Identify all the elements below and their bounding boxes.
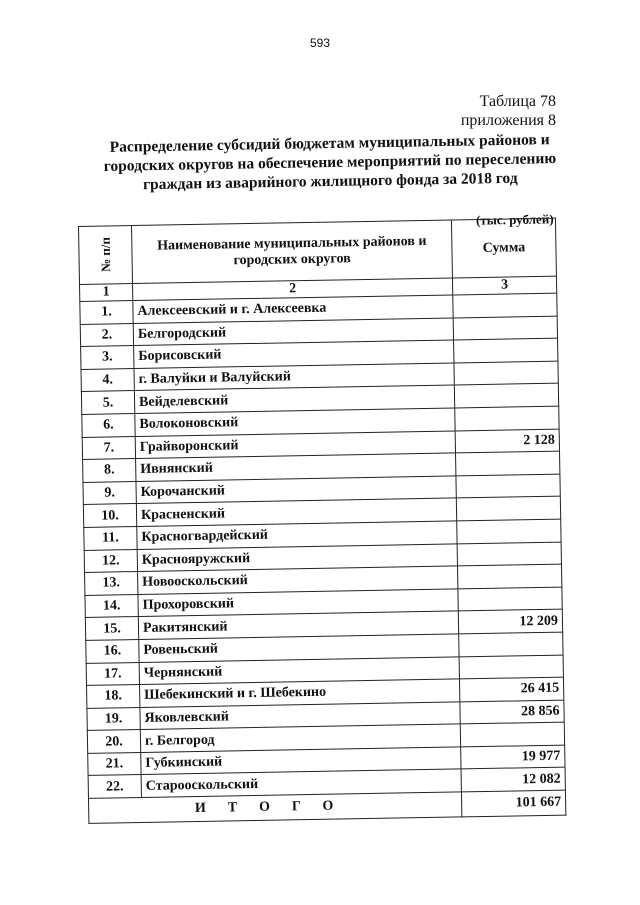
row-sum (453, 316, 557, 340)
row-number: 2. (80, 323, 133, 347)
row-number: 9. (83, 481, 136, 505)
row-sum (454, 338, 558, 362)
row-number: 10. (83, 504, 136, 528)
row-name: г. Белгород (140, 724, 460, 752)
row-name: Корочанский (136, 476, 456, 504)
table-header-row (79, 218, 557, 284)
row-number: 20. (87, 730, 140, 754)
table-ref-line2: приложения 8 (460, 112, 556, 129)
row-name: Новооскольский (138, 566, 458, 594)
row-name: Вейделевский (134, 385, 454, 413)
row-sum (454, 361, 558, 385)
row-number: 14. (85, 594, 138, 618)
row-sum: 28 856 (460, 700, 564, 724)
row-name: Губкинский (141, 747, 461, 775)
column-index-1: 1 (80, 284, 133, 302)
row-number: 3. (81, 346, 134, 370)
row-name: Яковлевский (140, 702, 460, 730)
row-sum (456, 451, 560, 475)
column-index-2: 2 (133, 278, 453, 301)
row-number: 18. (87, 685, 140, 709)
row-sum: 12 082 (461, 768, 565, 792)
row-number: 8. (83, 459, 136, 483)
row-sum (456, 474, 560, 498)
header-num (79, 226, 133, 285)
row-sum (453, 293, 557, 317)
row-sum (456, 496, 560, 520)
row-sum (455, 406, 559, 430)
row-number: 19. (87, 707, 140, 731)
row-name: Красненский (136, 498, 456, 526)
row-number: 17. (86, 662, 139, 686)
row-name: Борисовский (134, 340, 454, 368)
row-number: 7. (82, 436, 135, 460)
row-name: Шебекинский и г. Шебекино (140, 679, 460, 707)
title-line1: Распределение субсидий бюджетам муниципальных районов и (109, 131, 550, 156)
row-sum (460, 722, 564, 746)
row-sum (458, 587, 562, 611)
row-sum: 12 209 (458, 609, 562, 633)
header-sum: Сумма (451, 218, 556, 278)
title-line2: городских округов на обеспечение мероприятий по переселению (103, 150, 557, 175)
row-number: 13. (85, 572, 138, 596)
row-name: Волоконовский (135, 408, 455, 436)
row-number: 12. (84, 549, 137, 573)
units-label: (тыс. рублей) (476, 211, 555, 228)
row-name: Краснояружский (137, 543, 457, 571)
row-sum (457, 519, 561, 543)
row-number: 5. (81, 391, 134, 415)
row-number: 11. (84, 526, 137, 550)
row-name: Грайворонский (135, 431, 455, 459)
total-label: ИТОГО (88, 792, 461, 824)
subsidy-table (78, 218, 566, 824)
table-reference (461, 92, 556, 130)
row-name: г. Валуйки и Валуйский (134, 363, 454, 391)
row-number: 4. (81, 368, 134, 392)
row-number: 1. (80, 301, 133, 325)
row-sum (457, 564, 561, 588)
row-number: 16. (86, 639, 139, 663)
row-name: Чернянский (139, 656, 459, 684)
row-sum: 2 128 (455, 429, 559, 453)
subsidy-table-wrapper (78, 218, 566, 824)
row-sum (457, 542, 561, 566)
row-name: Ракитянский (138, 611, 458, 639)
row-name: Красногвардейский (137, 521, 457, 549)
header-num-label: № п/п (97, 236, 113, 273)
column-index-3: 3 (452, 276, 556, 295)
row-name: Старооскольский (141, 769, 461, 797)
row-name: Алексеевский и г. Алексеевка (133, 295, 453, 323)
row-number: 6. (82, 414, 135, 438)
document-title (90, 130, 571, 195)
row-sum: 26 415 (459, 677, 563, 701)
row-sum: 19 977 (461, 745, 565, 769)
total-sum: 101 667 (461, 790, 565, 817)
table-ref-line1: Таблица 78 (479, 93, 556, 110)
row-name: Ивнянский (136, 453, 456, 481)
row-sum (459, 655, 563, 679)
header-name: Наименование муниципальных районов и городских округов (132, 220, 453, 284)
row-sum (459, 632, 563, 656)
row-sum (454, 384, 558, 408)
row-name: Прохоровский (138, 589, 458, 617)
row-number: 21. (88, 752, 141, 776)
page-number: 593 (309, 36, 331, 50)
row-name: Ровеньский (139, 634, 459, 662)
row-number: 15. (85, 617, 138, 641)
row-name: Белгородский (133, 318, 453, 346)
row-number: 22. (88, 775, 141, 799)
title-line3: граждан из аварийного жилищного фонда за 2018 год (142, 169, 518, 194)
